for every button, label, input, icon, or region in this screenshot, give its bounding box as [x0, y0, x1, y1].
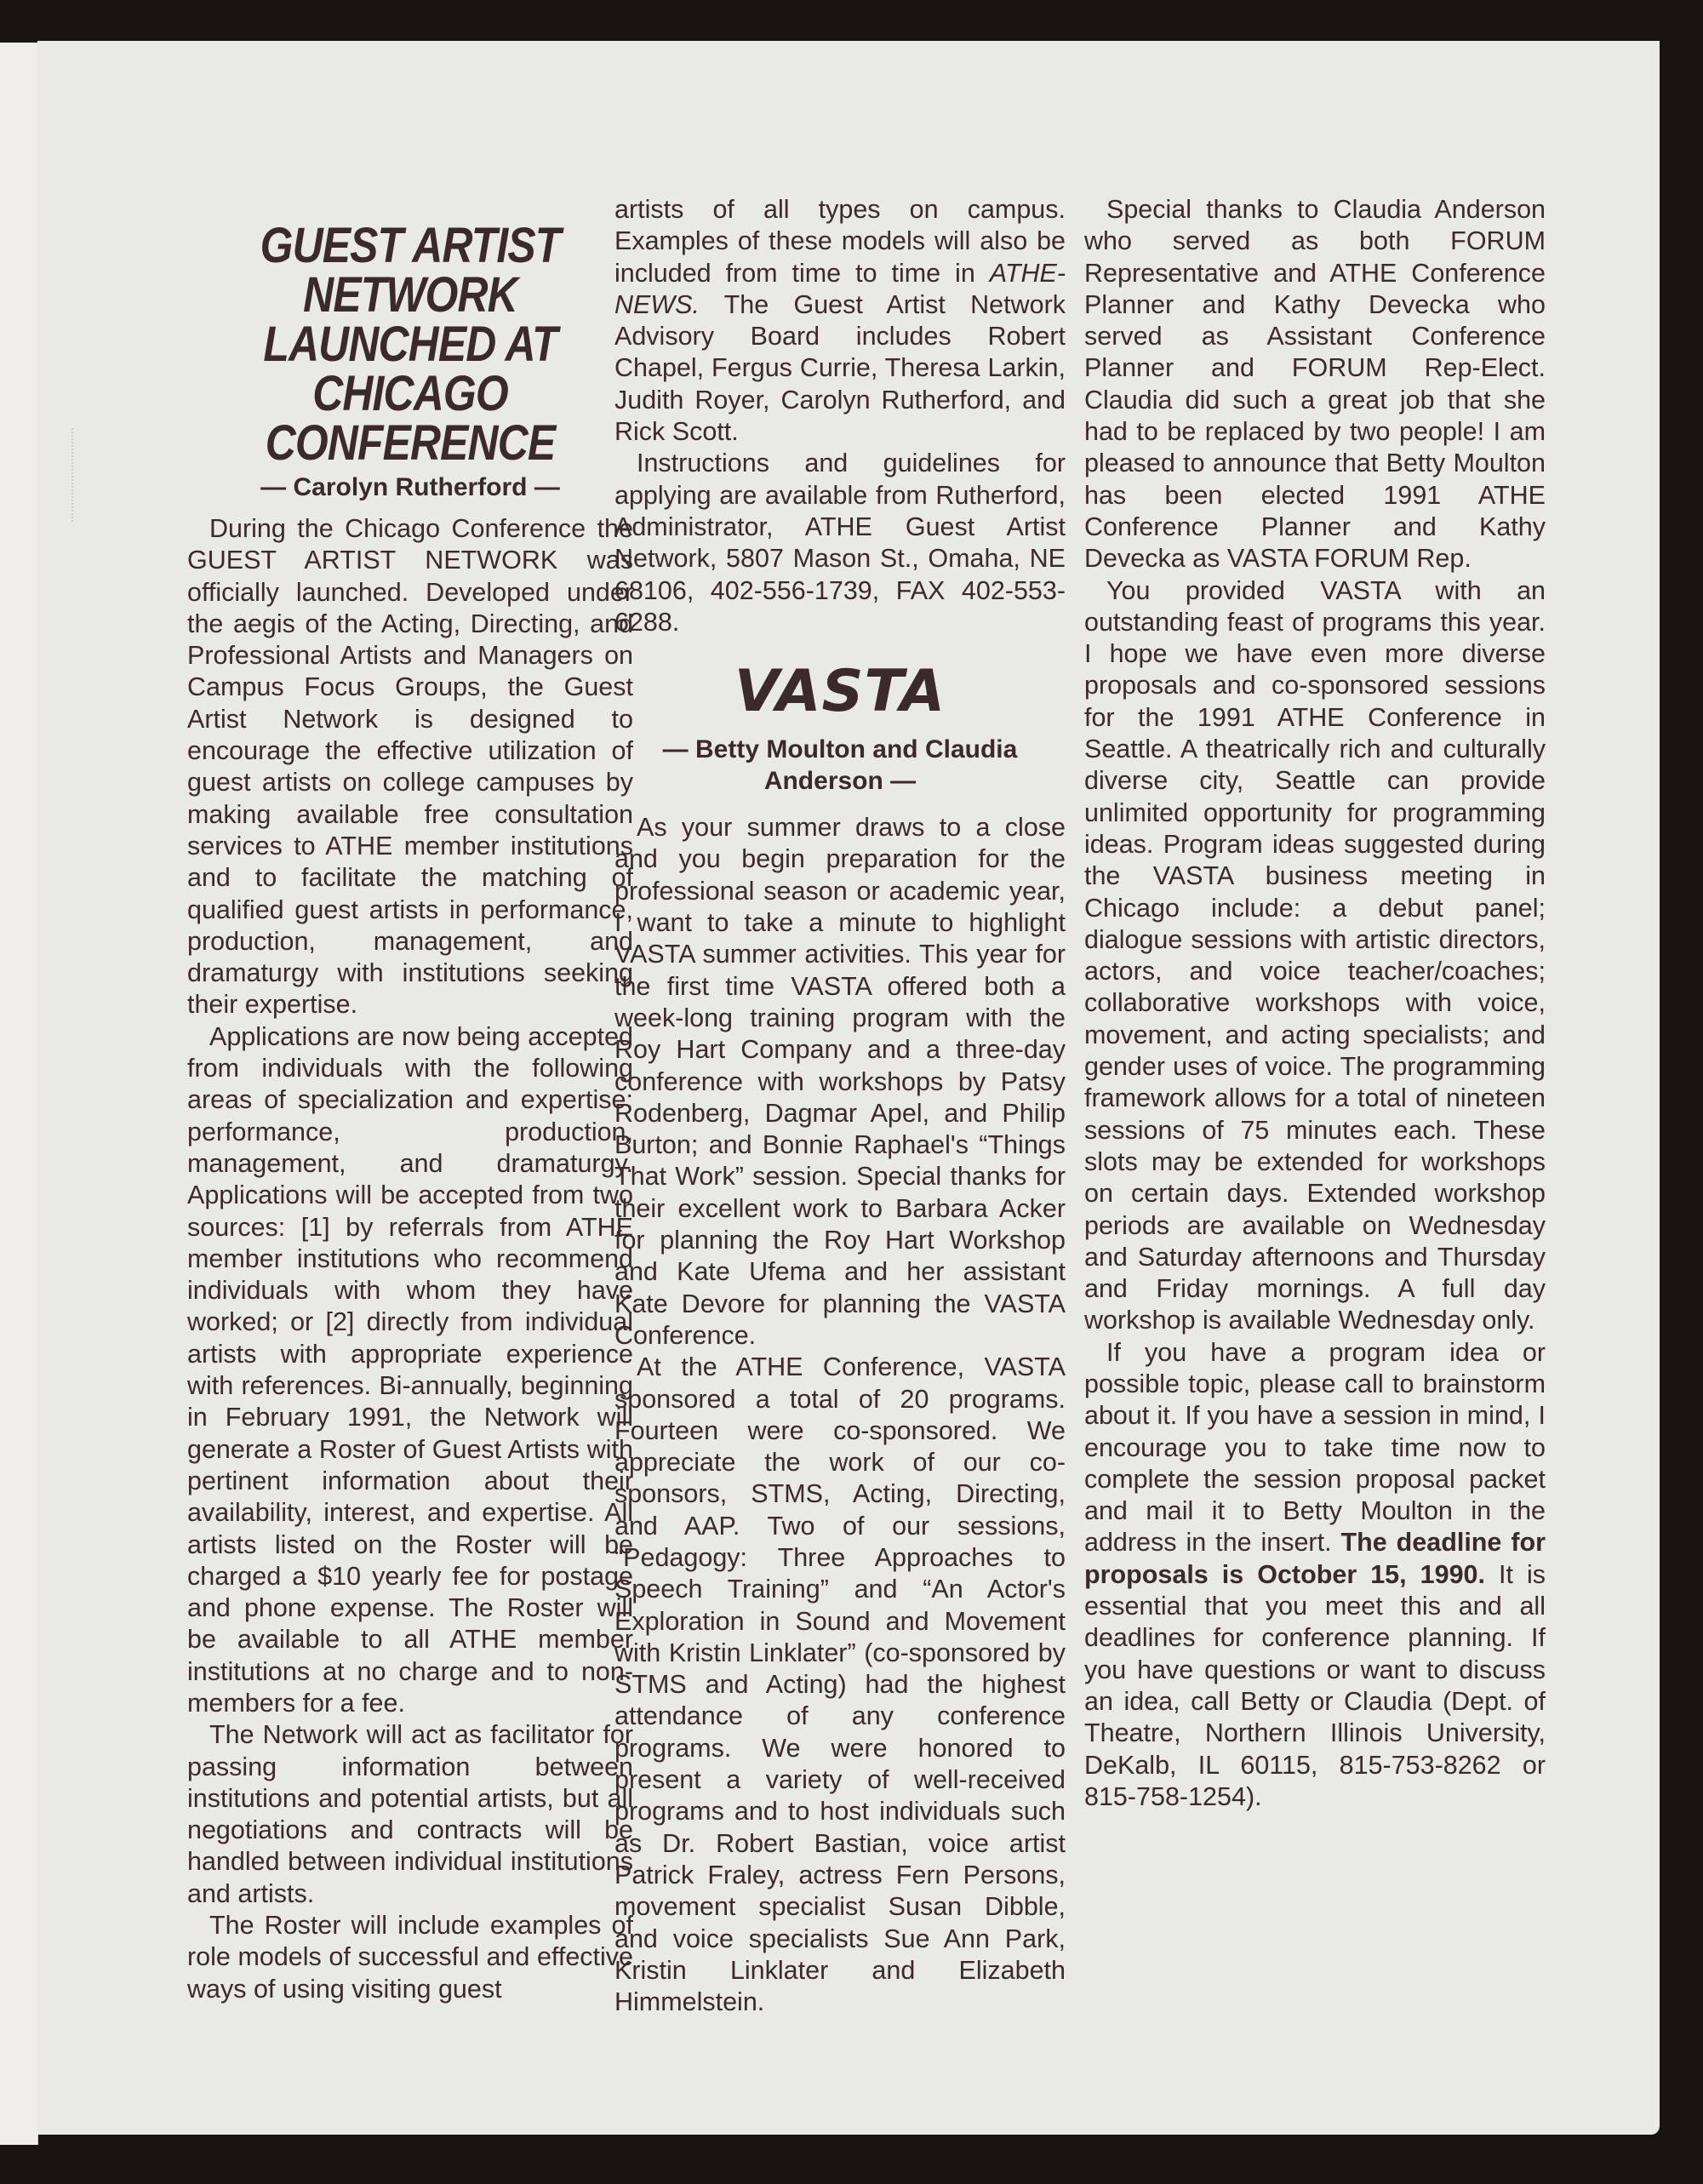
vasta-paragraph-2: At the ATHE Conference, VASTA sponsored a total of 20 programs. Fourteen were co-sponsored. We appreciate the work of our co-sponsors, STMS, Acting, Directing, and AAP. Two of our sessions, “Pedagogy: Three Approaches to Speech Training” and “An Actor's Exploration in Sound and Movement with Kristin Linklater” (co-sponsored by STMS and Acting) had the highest attendance of any conference programs. We were honored to present a variety of well-received programs and to host individuals such as Dr. Robert Bastian, voice artist Patrick Fraley, actress Fern Persons, movement specialist Susan Dibble, and voice specialists Sue Ann Park, Kristin Linklater and Elizabeth Himmelstein.	[614, 1352, 1066, 2017]
guest-artist-byline: — Carolyn Rutherford —	[260, 473, 560, 501]
vasta-paragraph-1: As your summer draws to a close and you begin preparation for the professional season or academic year, I want to take a minute to highlight VASTA summer activities. This year for the first time VASTA offered both a week-long training program with the Roy Hart Company and a three-day conference with workshops by Patsy Rodenberg, Dagmar Apel, and Philip Burton; and Bonnie Raphael's “Things That Work” session. Special thanks for their excellent work to Barbara Acker for planning the Roy Hart Workshop and Kate Ufema and her assistant Kate Devore for planning the VASTA Conference.	[614, 813, 1066, 1350]
deadline-notice: The deadline for proposals is October 15, 1990.	[1084, 1528, 1546, 1589]
final-paragraph-start: If you have a program idea or possible topic, please call to brainstorm about it. If you have a session in mind, I encourage you to take time now to complete the session proposal packet and mail it to Betty Moulton in the address in the insert.	[1084, 1337, 1546, 1558]
column-3	[1084, 194, 1546, 1813]
adjacent-page-edge	[0, 43, 38, 2145]
column-1	[187, 179, 633, 2005]
column-2	[614, 194, 1066, 2018]
athe-news-title: ATHE-NEWS.	[614, 258, 1066, 319]
vasta-byline: — Betty Moulton and Claudia Anderson —	[662, 735, 1018, 796]
vasta-paragraph-4: You provided VASTA with an outstanding feast of programs this year. I hope we have even more diverse proposals and co-sponsored sessions for the 1991 ATHE Conference in Seattle. A theatrically rich and culturally diverse city, Seattle can provide unlimited opportunity for programming ideas. Program ideas suggested during the VASTA business meeting in Chicago include: a debut panel; dialogue sessions with artistic directors, actors, and voice teacher/coaches; collaborative workshops with voice, movement, and acting specialists; and gender uses of voice. The programming framework allows for a total of nineteen sessions of 75 minutes each. These slots may be extended for workshops on certain days. Extended workshop periods are available on Wednesday and Saturday afternoons and Thursday and Friday mornings. A full day workshop is available Wednesday only.	[1084, 575, 1546, 1335]
vasta-headline: VASTA	[734, 658, 946, 726]
guest-artist-paragraph-3: The Network will act as facilitator for passing information between institutions and potential artists, but all negotiations and contracts will be handled between individual institutions and artists.	[187, 1720, 633, 1908]
guest-artist-paragraph-1: During the Chicago Conference the GUEST ARTIST NETWORK was officially launched. Developed under the aegis of the Acting, Directing, and Professional Artists and Managers on Campus Focus Groups, the Guest Artist Network is designed to encourage the effective utilization of guest artists on college campuses by making available free consultation services to ATHE member institutions and to facilitate the matching of qualified guest artists in performance, production, management, and dramaturgy with institutions seeking their expertise.	[187, 514, 633, 1020]
vasta-paragraph-3: Special thanks to Claudia Anderson who served as both FORUM Representative and ATHE Conference Planner and Kathy Devecka who served as Assistant Conference Planner and FORUM Rep-Elect. Claudia did such a great job that she had to be replaced by two people! I am pleased to announce that Betty Moulton has been elected 1991 ATHE Conference Planner and Kathy Devecka as VASTA FORUM Rep.	[1084, 195, 1546, 574]
guest-artist-instructions-paragraph: Instructions and guidelines for applying are available from Rutherford, Administrator, ATHE Guest Artist Network, 5807 Mason St., Omaha, NE 68106, 402-556-1739, FAX 402-553-6288.	[614, 449, 1066, 637]
continued-text-end: The Guest Artist Network Advisory Board includes Robert Chapel, Fergus Currie, Theresa Larkin, Judith Royer, Carolyn Rutherford, and Rick Scott.	[614, 289, 1066, 447]
torn-binding-mark	[71, 428, 99, 522]
vasta-paragraph-5	[1084, 1337, 1546, 1813]
guest-artist-continued-paragraph	[614, 194, 1066, 448]
newsletter-page	[37, 41, 1660, 2135]
guest-artist-headline: GUEST ARTIST NETWORK LAUNCHED AT CHICAGO CONFERENCE	[260, 218, 561, 471]
final-paragraph-end: It is essential that you meet this and all deadlines for conference planning. If you have questions or want to discuss an idea, call Betty or Claudia (Dept. of Theatre, Northern Illinois University, DeKalb, IL 60115, 815-753-8262 or 815-758-1254).	[1084, 1559, 1546, 1811]
continued-text-start: artists of all types on campus. Examples of these models will also be included from time to time in	[614, 195, 1066, 288]
guest-artist-paragraph-2: Applications are now being accepted from individuals with the following areas of specialization and expertise: performance, production, management, and dramaturgy. Applications will be accepted from two sources: [1] by referrals from ATHE member institutions who recommend individuals with whom they have worked; or [2] directly from individual artists with appropriate experience with references. Bi-annually, beginning in February 1991, the Network will generate a Roster of Guest Artists with pertinent information about their availability, interest, and expertise. All artists listed on the Roster will be charged a $10 yearly fee for postage and phone expense. The Roster will be available to all ATHE member institutions at no charge and to non-members for a fee.	[187, 1021, 633, 1718]
guest-artist-paragraph-4: The Roster will include examples of role models of successful and effective ways of using visiting guest	[187, 1911, 633, 2004]
